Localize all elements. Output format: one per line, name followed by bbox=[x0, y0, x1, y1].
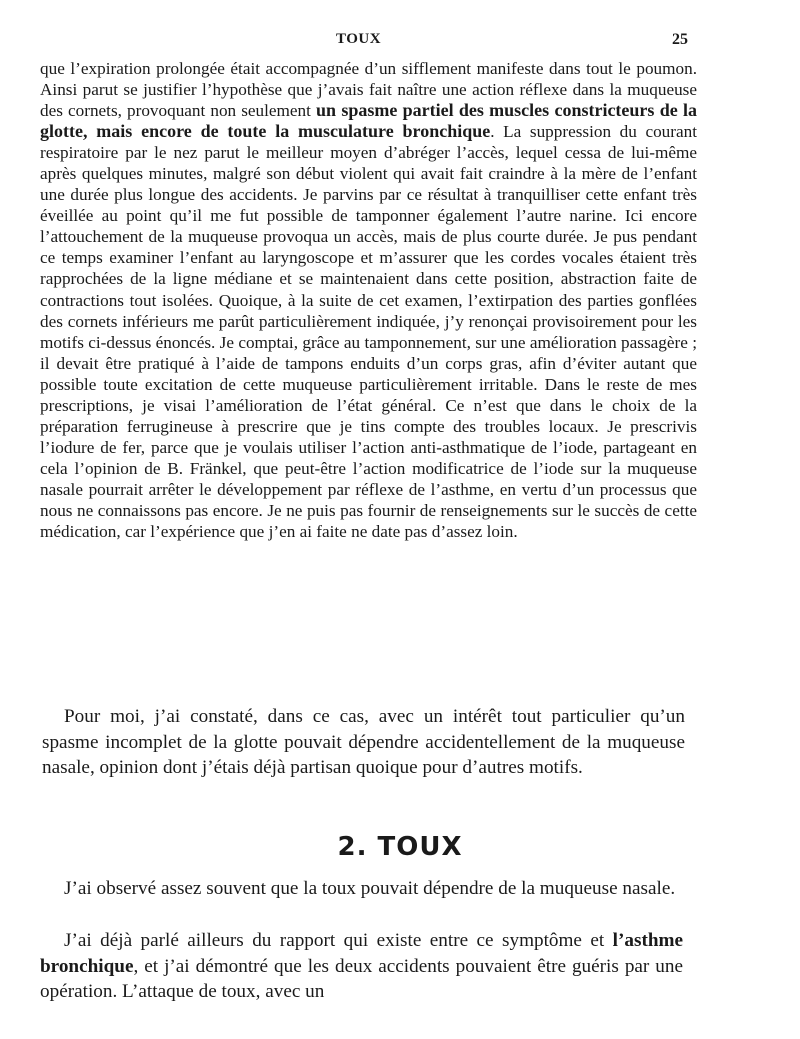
case-report-bold-phrase: un spasme partiel des muscles constricteurs de la glotte, mais encore de toute la musculature bronchique bbox=[40, 100, 697, 142]
report-text-start: J’ai déjà parlé ailleurs du rapport qui existe entre ce symptôme et bbox=[64, 930, 613, 951]
running-head bbox=[0, 31, 800, 51]
observation-paragraph: J’ai observé assez souvent que la toux pouvait dépendre de la muqueuse nasale. bbox=[64, 878, 676, 899]
case-report-paragraph bbox=[40, 58, 697, 542]
case-report-text-start: que l’expiration prolongée était accompagnée d’un sifflement manifeste dans tout le poumon. Ainsi parut se justifier l’hypothèse que j’avais fait naître une action réflexe dans la muqueuse des cornets, provoquant non seulement bbox=[40, 59, 697, 121]
case-report-text-end: . La suppression du courant respiratoire par le nez parut le meilleur moyen d’abréger l’accès, lequel cessa de lui-même après quelques minutes, malgré son début violent qui avait fait craindre à la mère de l’enfant une durée plus longue des accidents. Je parvins par ce résultat à tranquilliser cette enfant très éveillée au point qu’il me fut possible de tamponner également l’autre narine. Ici encore l’attouchement de la muqueuse provoqua un accès, mais de plus courte durée. Je pus pendant ce temps examiner l’enfant au laryngoscope et m’assurer que les cordes vocales étaient très rapprochées de la ligne médiane et se maintenaient dans cette position, abstraction faite de contractions tout isolées. Quoique, à la suite de cet examen, l’extirpation des parties gonflées des cornets inférieurs me parût particulièrement indiquée, j’y renonçai provisoirement pour les motifs ci-dessus énoncés. Je comptai, grâce au tamponnement, sur une amélioration passagère ; il devait être pratiqué à l’aide de tampons enduits d’un corps gras, afin d’éviter autant que possible toute excitation de cette muqueuse particulièrement irritable. Dans le reste de mes prescriptions, je visai l’amélioration de l’état général. Ce n’est que dans le choix de la préparation ferrugineuse à prescrire que je tins compte des troubles locaux. Je prescrivis l’iodure de fer, parce que je voulais utiliser l’action anti-asthmatique de l’iode, partageant en cela l’opinion de B. Fränkel, que peut-être l’action modificatrice de l’iode sur la muqueuse nasale pourrait arrêter le développement par réflexe de l’asthme, en vertu d’un processus que nous ne connaissons pas encore. Je ne puis pas fournir de renseignements sur le succès de cette médication, car l’expérience que j’en ai faite ne date pas d’assez loin. bbox=[40, 122, 697, 542]
report-bold-phrase: l’asthme bronchique bbox=[40, 930, 683, 977]
conclusion-paragraph: Pour moi, j’ai constaté, dans ce cas, avec un intérêt tout particulier qu’un spasme incomplet de la glotte pouvait dépendre accidentellement de la muqueuse nasale, opinion dont j’étais déjà partisan quoique pour d’autres motifs. bbox=[42, 706, 685, 779]
running-title: TOUX bbox=[336, 31, 382, 47]
section-heading: 2. TOUX bbox=[337, 832, 463, 862]
page-number: 25 bbox=[672, 31, 688, 48]
report-paragraph bbox=[40, 928, 683, 1005]
report-text-end: , et j’ai démontré que les deux accidents pouvaient être guéris par une opération. L’attaque de toux, avec un bbox=[40, 955, 683, 1003]
